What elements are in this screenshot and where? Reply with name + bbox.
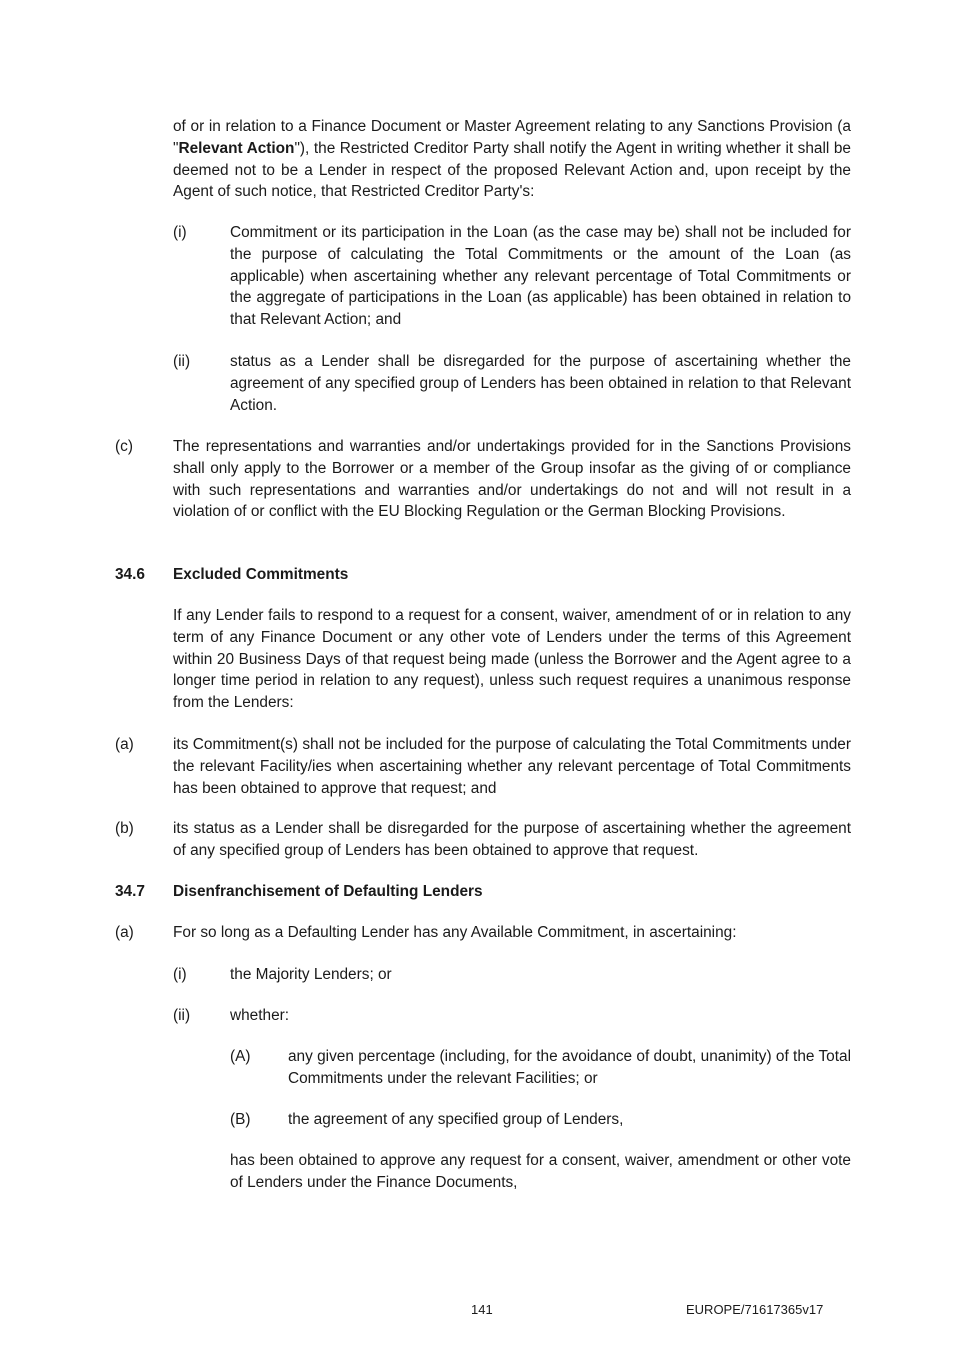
intro-text-part2: "), the Restricted Creditor Party shall notify the Agent in writing whether it shall be deemed not to be a Lender in respect of the proposed Relevant Action and, upon receipt by the Agent of such notice, that Restricted Creditor Party's: — [173, 139, 851, 201]
section-347-sub-i-text: the Majority Lenders; or — [230, 966, 392, 983]
section-347-sub-B-label: (B) — [230, 1111, 251, 1128]
intro-text-part1: of or in relation to a Finance Document or Master Agreement relating to any Sanctions Provision (a " — [173, 118, 851, 157]
item-i-text: Commitment or its participation in the Loan (as the case may be) shall not be included for the purpose of calculating the Total Commitments or the amount of the Loan (as applicable) when ascertaining whether any relevant percentage of Total Commitments or the aggregate of participations in the Loan (as applicable) has been obtained in relation to that Relevant Action; and — [230, 224, 851, 329]
section-346-item-a-text: its Commitment(s) shall not be included for the purpose of calculating the Total Commitments under the relevant Facility/ies when ascertaining whether any relevant percentage of Total Commitments has been obtained to approve that request; and — [173, 736, 851, 797]
intro-paragraph — [173, 116, 851, 203]
section-346-number: 34.6 — [115, 566, 145, 583]
item-ii-text: status as a Lender shall be disregarded for the purpose of ascertaining whether the agreement of any specified group of Lenders has been obtained in relation to that Relevant Action. — [230, 353, 851, 414]
item-ii-label: (ii) — [173, 353, 191, 370]
defined-term-relevant-action: Relevant Action — [178, 139, 295, 157]
document-reference: EUROPE/71617365v17 — [686, 1302, 824, 1317]
section-347-sub-A-text: any given percentage (including, for the avoidance of doubt, unanimity) of the Total Commitments under the relevant Facilities; or — [288, 1048, 851, 1087]
section-347-sub-ii-text: whether: — [230, 1007, 290, 1024]
section-347-sub-B-text: the agreement of any specified group of Lenders, — [288, 1111, 624, 1128]
item-i-label: (i) — [173, 224, 187, 241]
section-346-item-a-label: (a) — [115, 736, 134, 753]
section-347-closing: has been obtained to approve any request for a consent, waiver, amendment or other vote of Lenders under the Finance Documents, — [230, 1152, 851, 1191]
section-347-para-a-text: For so long as a Defaulting Lender has any Available Commitment, in ascertaining: — [173, 924, 737, 941]
section-347-sub-i-label: (i) — [173, 966, 187, 983]
section-346-body: If any Lender fails to respond to a request for a consent, waiver, amendment of or in relation to any term of any Finance Document or any other vote of Lenders under the terms of this Agreement within 20 Business Days of that request being made (unless the Borrower and the Agent agree to a longer time period in relation to any request), unless such request requires a unanimous response from the Lenders: — [173, 607, 851, 712]
para-c-text: The representations and warranties and/or undertakings provided for in the Sanctions Provisions shall only apply to the Borrower or a member of the Group insofar as the giving of or compliance with such representations and warranties and/or undertakings do not and will not result in a violation of or conflict with the EU Blocking Regulation or the German Blocking Provisions. — [173, 438, 851, 521]
section-347-sub-ii-label: (ii) — [173, 1007, 191, 1024]
para-c-label: (c) — [115, 438, 133, 455]
section-346-item-b-label: (b) — [115, 820, 134, 837]
section-347-sub-A-label: (A) — [230, 1048, 251, 1065]
section-347-title: Disenfranchisement of Defaulting Lenders — [173, 883, 483, 900]
page-number: 141 — [471, 1302, 493, 1317]
section-346-title: Excluded Commitments — [173, 566, 349, 583]
section-347-para-a-label: (a) — [115, 924, 134, 941]
section-347-number: 34.7 — [115, 883, 145, 900]
section-346-item-b-text: its status as a Lender shall be disregarded for the purpose of ascertaining whether the agreement of any specified group of Lenders has been obtained to approve that request. — [173, 820, 851, 859]
